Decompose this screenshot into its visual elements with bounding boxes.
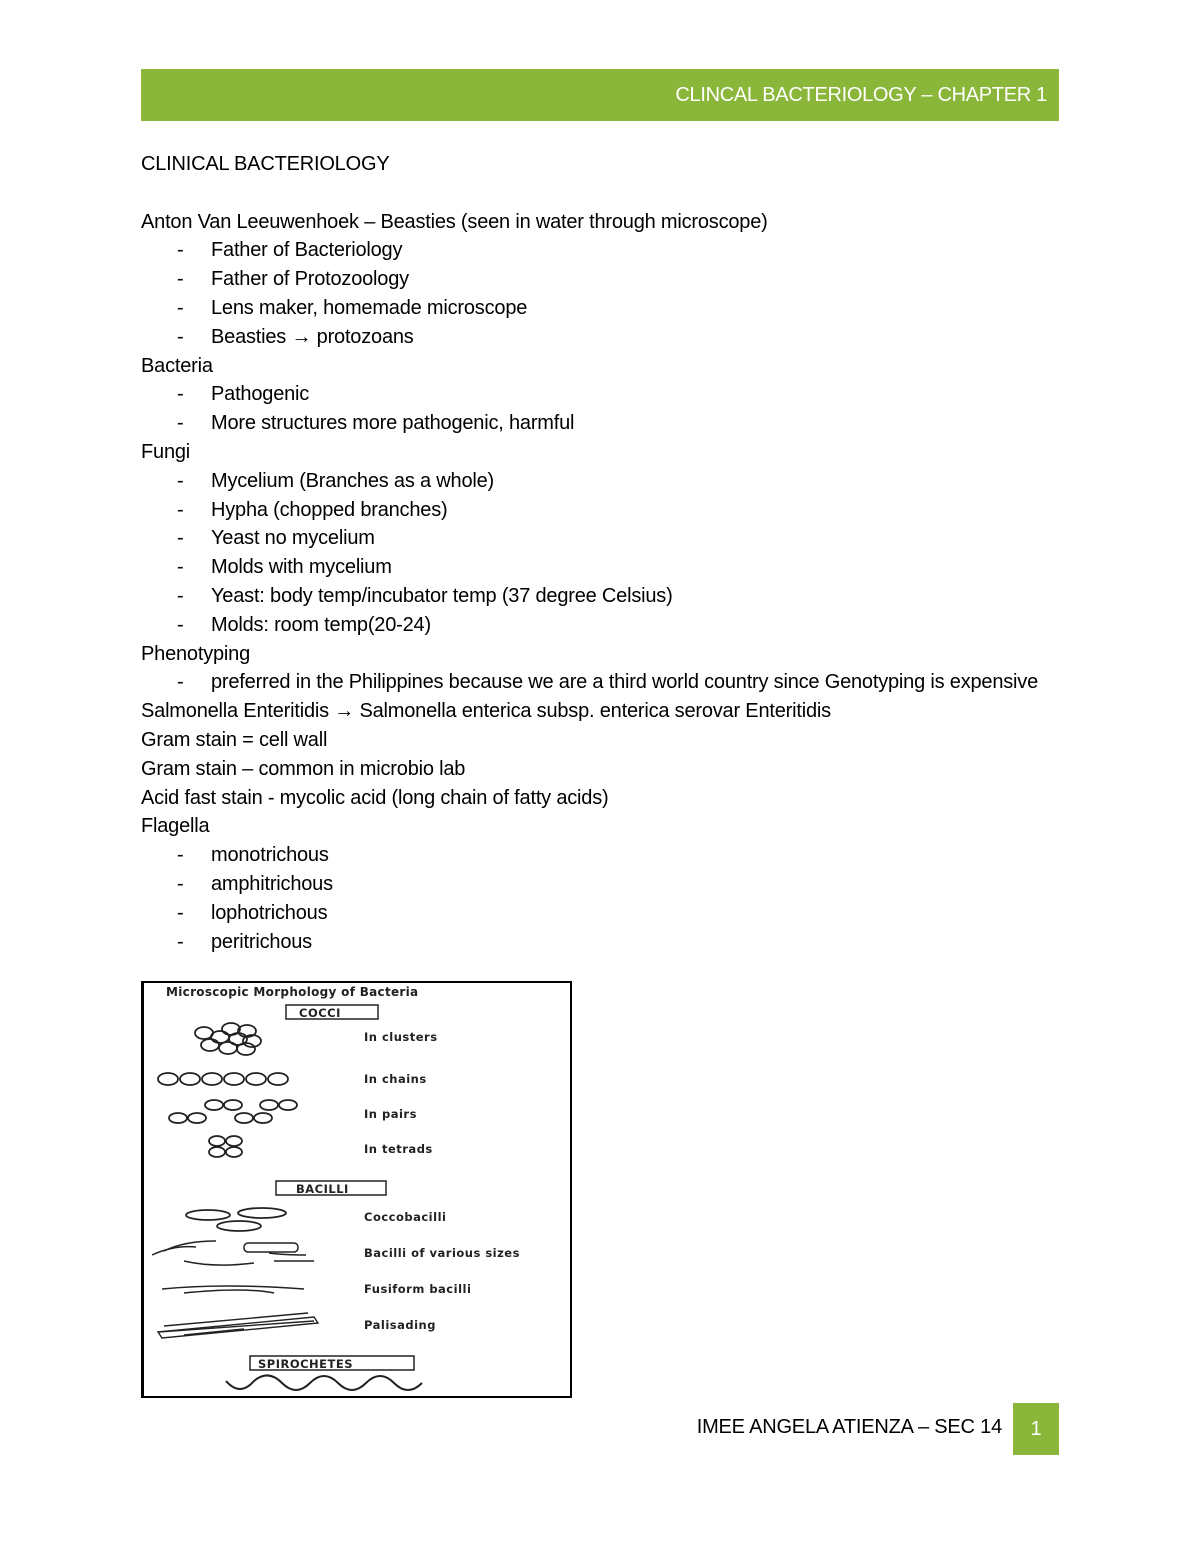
flagella-heading: Flagella [141, 815, 210, 838]
list-item: - Father of Bacteriology [177, 239, 403, 262]
bacilli-label-palisading: Palisading [364, 1318, 436, 1332]
bacteria-heading: Bacteria [141, 354, 213, 377]
bacilli-label-various-sizes: Bacilli of various sizes [364, 1246, 520, 1260]
arrow-icon: → [334, 700, 355, 723]
arrow-icon: → [291, 325, 312, 348]
cocci-chains-icon [158, 1073, 288, 1085]
cocci-label-clusters: In clusters [364, 1030, 438, 1044]
list-item: - More structures more pathogenic, harmful [177, 412, 575, 435]
list-item: - Mycelium (Branches as a whole) [177, 469, 494, 492]
acid-fast-line: Acid fast stain - mycolic acid (long chain of fatty acids) [141, 786, 609, 809]
figure-title: Microscopic Morphology of Bacteria [166, 985, 419, 999]
coccobacilli-icon [186, 1208, 286, 1231]
list-item: - peritrichous [177, 930, 312, 953]
cocci-label: COCCI [299, 1006, 341, 1020]
list-item: - lophotrichous [177, 901, 328, 924]
header-title: CLINCAL BACTERIOLOGY – CHAPTER 1 [675, 83, 1047, 106]
cocci-label-tetrads: In tetrads [364, 1142, 433, 1156]
footer-author: IMEE ANGELA ATIENZA – SEC 14 [696, 1416, 1002, 1438]
document-title: CLINICAL BACTERIOLOGY [141, 153, 390, 175]
list-item: - Yeast: body temp/incubator temp (37 degree Celsius) [177, 584, 673, 607]
list-item: - Molds with mycelium [177, 556, 392, 579]
gram-stain-line: Gram stain – common in microbio lab [141, 757, 466, 780]
page-number: 1 [1013, 1403, 1059, 1455]
spirochetes-label: SPIROCHETES [258, 1357, 354, 1371]
list-item: - Beasties → protozoans [177, 325, 414, 348]
bacilli-label-coccobacilli: Coccobacilli [364, 1210, 447, 1224]
fungi-heading: Fungi [141, 440, 191, 463]
cocci-clusters-icon [195, 1023, 261, 1055]
cocci-label-pairs: In pairs [364, 1107, 417, 1121]
cocci-tetrads-icon [209, 1136, 242, 1157]
document-body [141, 150, 1041, 956]
header-bar [141, 69, 1059, 121]
phenotyping-heading: Phenotyping [141, 642, 251, 665]
morphology-diagram [144, 983, 567, 1394]
palisading-icon [158, 1313, 318, 1338]
gram-stain-line: Gram stain = cell wall [141, 728, 328, 751]
cocci-pairs-icon [169, 1100, 297, 1123]
list-item: - Lens maker, homemade microscope [177, 296, 528, 319]
bacilli-label: BACILLI [296, 1182, 349, 1196]
list-item: - Molds: room temp(20-24) [177, 613, 431, 636]
list-item: - Father of Protozoology [177, 268, 409, 291]
list-item: - Yeast no mycelium [177, 527, 375, 550]
list-item: - monotrichous [177, 844, 329, 867]
list-item: - preferred in the Philippines because we are a third world country since Genotyping is expensive [177, 671, 1039, 694]
list-item: - amphitrichous [177, 872, 333, 895]
fusiform-bacilli-icon [162, 1286, 304, 1293]
leeuwenhoek-heading: Anton Van Leeuwenhoek – Beasties (seen in water through microscope) [141, 210, 768, 233]
salmonella-line: Salmonella Enteritidis → Salmonella enterica subsp. enterica serovar Enteritidis [141, 700, 831, 723]
cocci-label-chains: In chains [364, 1072, 427, 1086]
bacilli-label-fusiform: Fusiform bacilli [364, 1282, 472, 1296]
spirochete-icon [226, 1375, 422, 1390]
list-item: - Pathogenic [177, 383, 310, 406]
bacilli-various-sizes-icon [152, 1241, 314, 1265]
morphology-figure [141, 981, 572, 1398]
list-item: - Hypha (chopped branches) [177, 498, 448, 521]
